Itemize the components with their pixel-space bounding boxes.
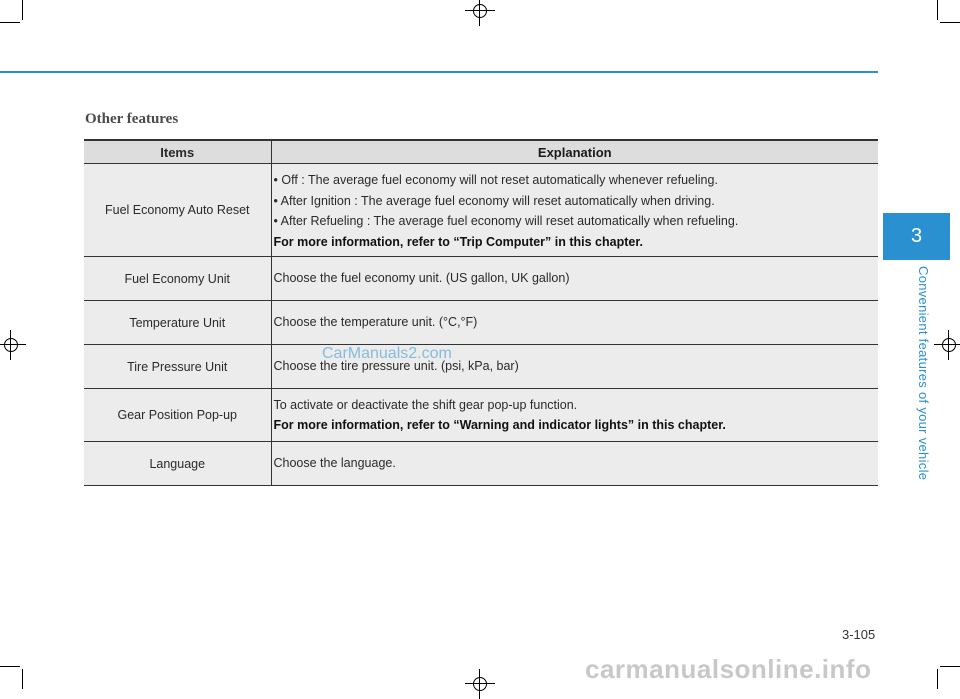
explanation-line: • After Refueling : The average fuel economy will reset automatically when refueling. [273, 214, 739, 228]
explanation-line: Choose the fuel economy unit. (US gallon, UK gallon) [273, 271, 570, 286]
table-row [84, 389, 878, 442]
crop-mark [22, 669, 23, 689]
column-header-items: Items [84, 140, 271, 164]
item-cell: Temperature Unit [84, 301, 271, 345]
crop-mark [22, 0, 23, 20]
crop-mark [0, 22, 20, 23]
item-cell: Language [84, 442, 271, 486]
crop-mark [940, 22, 960, 23]
explanation-line: • After Ignition : The average fuel economy will reset automatically when driving. [273, 193, 715, 208]
item-cell: Fuel Economy Unit [84, 257, 271, 301]
explanation-cell [271, 389, 878, 442]
watermark-link[interactable]: CarManuals2.com [322, 345, 452, 362]
item-cell: Gear Position Pop-up [84, 389, 271, 442]
crop-mark [0, 666, 20, 667]
explanation-line: Choose the temperature unit. (°C,°F) [273, 315, 478, 330]
features-table [84, 139, 878, 486]
crop-mark [937, 0, 938, 20]
registration-mark-icon [938, 334, 960, 356]
registration-mark-icon [0, 334, 22, 356]
crop-mark [940, 666, 960, 667]
header-rule [0, 71, 878, 73]
table-row [84, 345, 878, 389]
section-title: Other features [85, 111, 179, 127]
item-cell: Fuel Economy Auto Reset [84, 164, 271, 257]
explanation-cell [271, 164, 878, 257]
page-number: 3-105 [842, 627, 876, 642]
chapter-label: Convenient features of your vehicle [916, 266, 931, 481]
chapter-tab: 3 [883, 213, 950, 260]
crop-mark [937, 669, 938, 689]
table-row [84, 301, 878, 345]
footer-watermark: carmanualsonline.info [585, 654, 872, 684]
explanation-line: To activate or deactivate the shift gear pop-up function. [273, 397, 578, 412]
column-header-explanation: Explanation [271, 140, 878, 164]
explanation-line: Choose the language. [273, 456, 396, 471]
explanation-cell [271, 257, 878, 301]
registration-mark-icon [469, 673, 491, 695]
table-row [84, 164, 878, 257]
table-row [84, 257, 878, 301]
reference-note: For more information, refer to “Warning and indicator lights” in this chapter. [273, 418, 726, 432]
table-header-row [84, 140, 878, 164]
explanation-cell [271, 301, 878, 345]
explanation-line: Choose the tire pressure unit. (psi, kPa, bar) [273, 359, 519, 374]
explanation-cell [271, 442, 878, 486]
table-row [84, 442, 878, 486]
item-cell: Tire Pressure Unit [84, 345, 271, 389]
reference-note: For more information, refer to “Trip Computer” in this chapter. [273, 234, 643, 249]
explanation-line: • Off : The average fuel economy will not reset automatically whenever refueling. [273, 173, 718, 187]
registration-mark-icon [469, 0, 491, 22]
